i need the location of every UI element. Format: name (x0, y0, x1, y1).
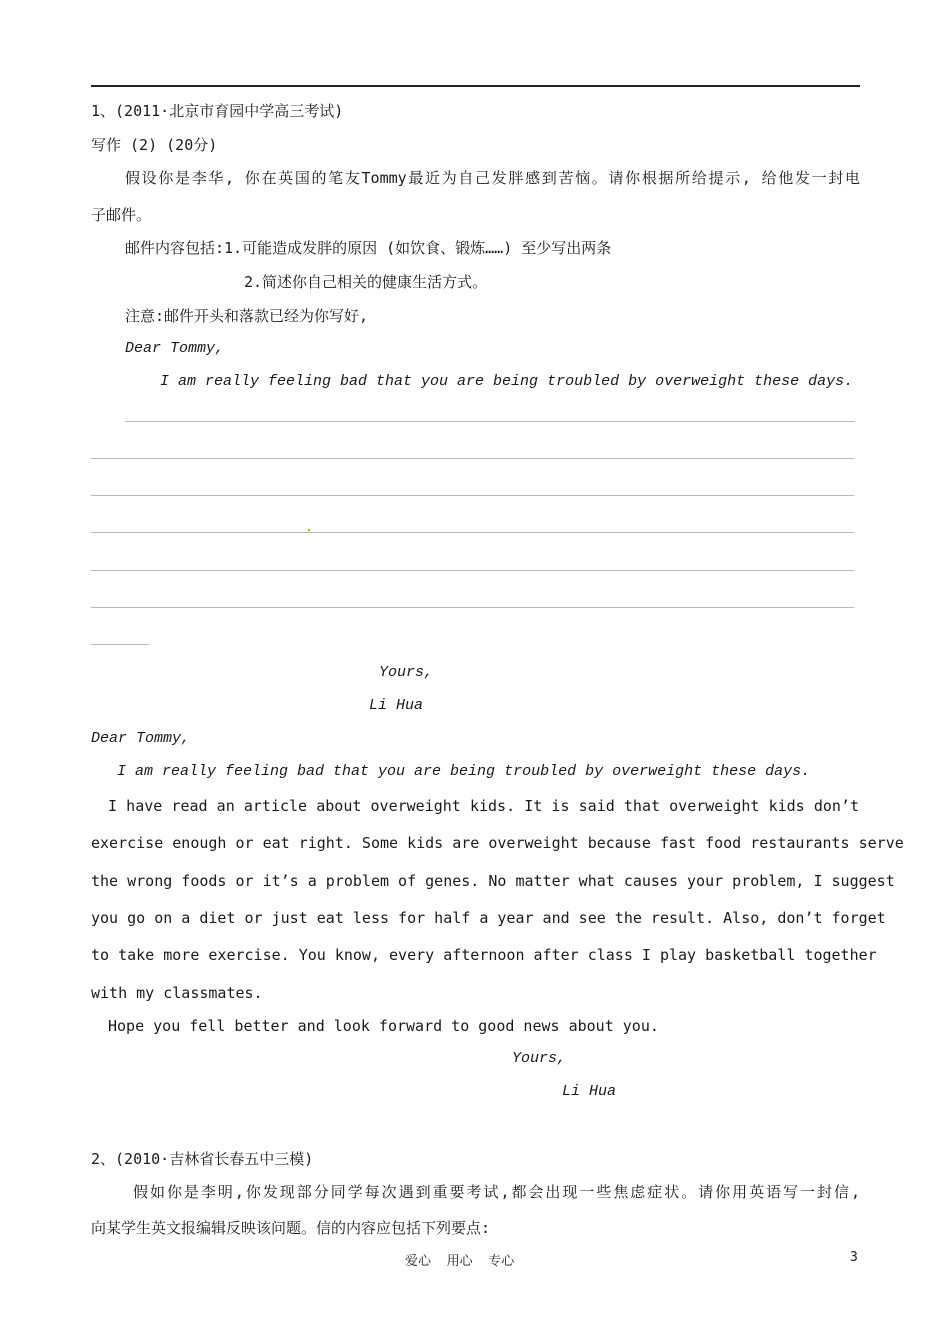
answer-body-line: with my classmates. (91, 984, 263, 1002)
q1-salutation: Dear Tommy, (125, 340, 225, 357)
answer-body-line: exercise enough or eat right. Some kids are overweight because fast food restaurants serve (91, 834, 904, 852)
stray-mark (308, 529, 310, 531)
footer-motto: 爱心 用心 专心 (405, 1254, 515, 1269)
q1-section-title: 写作 (2) (20分) (91, 136, 218, 154)
answer-body-line: you go on a diet or just eat less for half a year and see the result. Also, don’t forget (91, 909, 886, 927)
answer-line-6 (91, 607, 854, 608)
answer-line-1 (125, 421, 855, 422)
q2-prompt-line1: 假如你是李明,你发现部分同学每次遇到重要考试,都会出现一些焦虑症状。请你用英语写一封信, (133, 1183, 860, 1201)
answer-line-4 (91, 532, 854, 533)
q1-header: 1、(2011·北京市育园中学高三考试) (91, 102, 344, 120)
q1-note: 注意:邮件开头和落款已经为你写好, (125, 307, 369, 325)
q1-content-label: 邮件内容包括:1.可能造成发胖的原因 (如饮食、锻炼……) 至少写出两条 (125, 239, 612, 257)
page-number: 3 (850, 1250, 858, 1265)
answer-line-3 (91, 495, 854, 496)
answer-line-2 (91, 458, 854, 459)
q1-opening-line: I am really feeling bad that you are being troubled by overweight these days. (160, 373, 854, 390)
q1-signature: Li Hua (369, 697, 424, 714)
answer-signature: Li Hua (562, 1083, 617, 1100)
answer-body-line: I have read an article about overweight kids. It is said that overweight kids don’t (108, 797, 859, 815)
answer-body-line: the wrong foods or it’s a problem of genes. No matter what causes your problem, I suggest (91, 872, 895, 890)
answer-line-7 (91, 644, 149, 645)
q2-header: 2、(2010·吉林省长春五中三模) (91, 1150, 314, 1168)
answer-salutation: Dear Tommy, (91, 730, 191, 747)
answer-closing-paragraph: Hope you fell better and look forward to good news about you. (108, 1017, 659, 1035)
q1-content-item2: 2.简述你自己相关的健康生活方式。 (244, 273, 488, 291)
answer-line-5 (91, 570, 854, 571)
q1-prompt-line2: 子邮件。 (91, 206, 152, 224)
q2-prompt-line2: 向某学生英文报编辑反映该问题。信的内容应包括下列要点: (91, 1219, 491, 1237)
q1-closing: Yours, (379, 664, 434, 681)
answer-body-line: to take more exercise. You know, every afternoon after class I play basketball together (91, 946, 877, 964)
q1-prompt-line1: 假设你是李华, 你在英国的笔友Tommy最近为自己发胖感到苦恼。请你根据所给提示, 给他发一封电 (125, 169, 860, 187)
answer-opening: I am really feeling bad that you are being troubled by overweight these days. (117, 763, 811, 780)
answer-closing: Yours, (512, 1050, 567, 1067)
header-rule (91, 85, 860, 87)
